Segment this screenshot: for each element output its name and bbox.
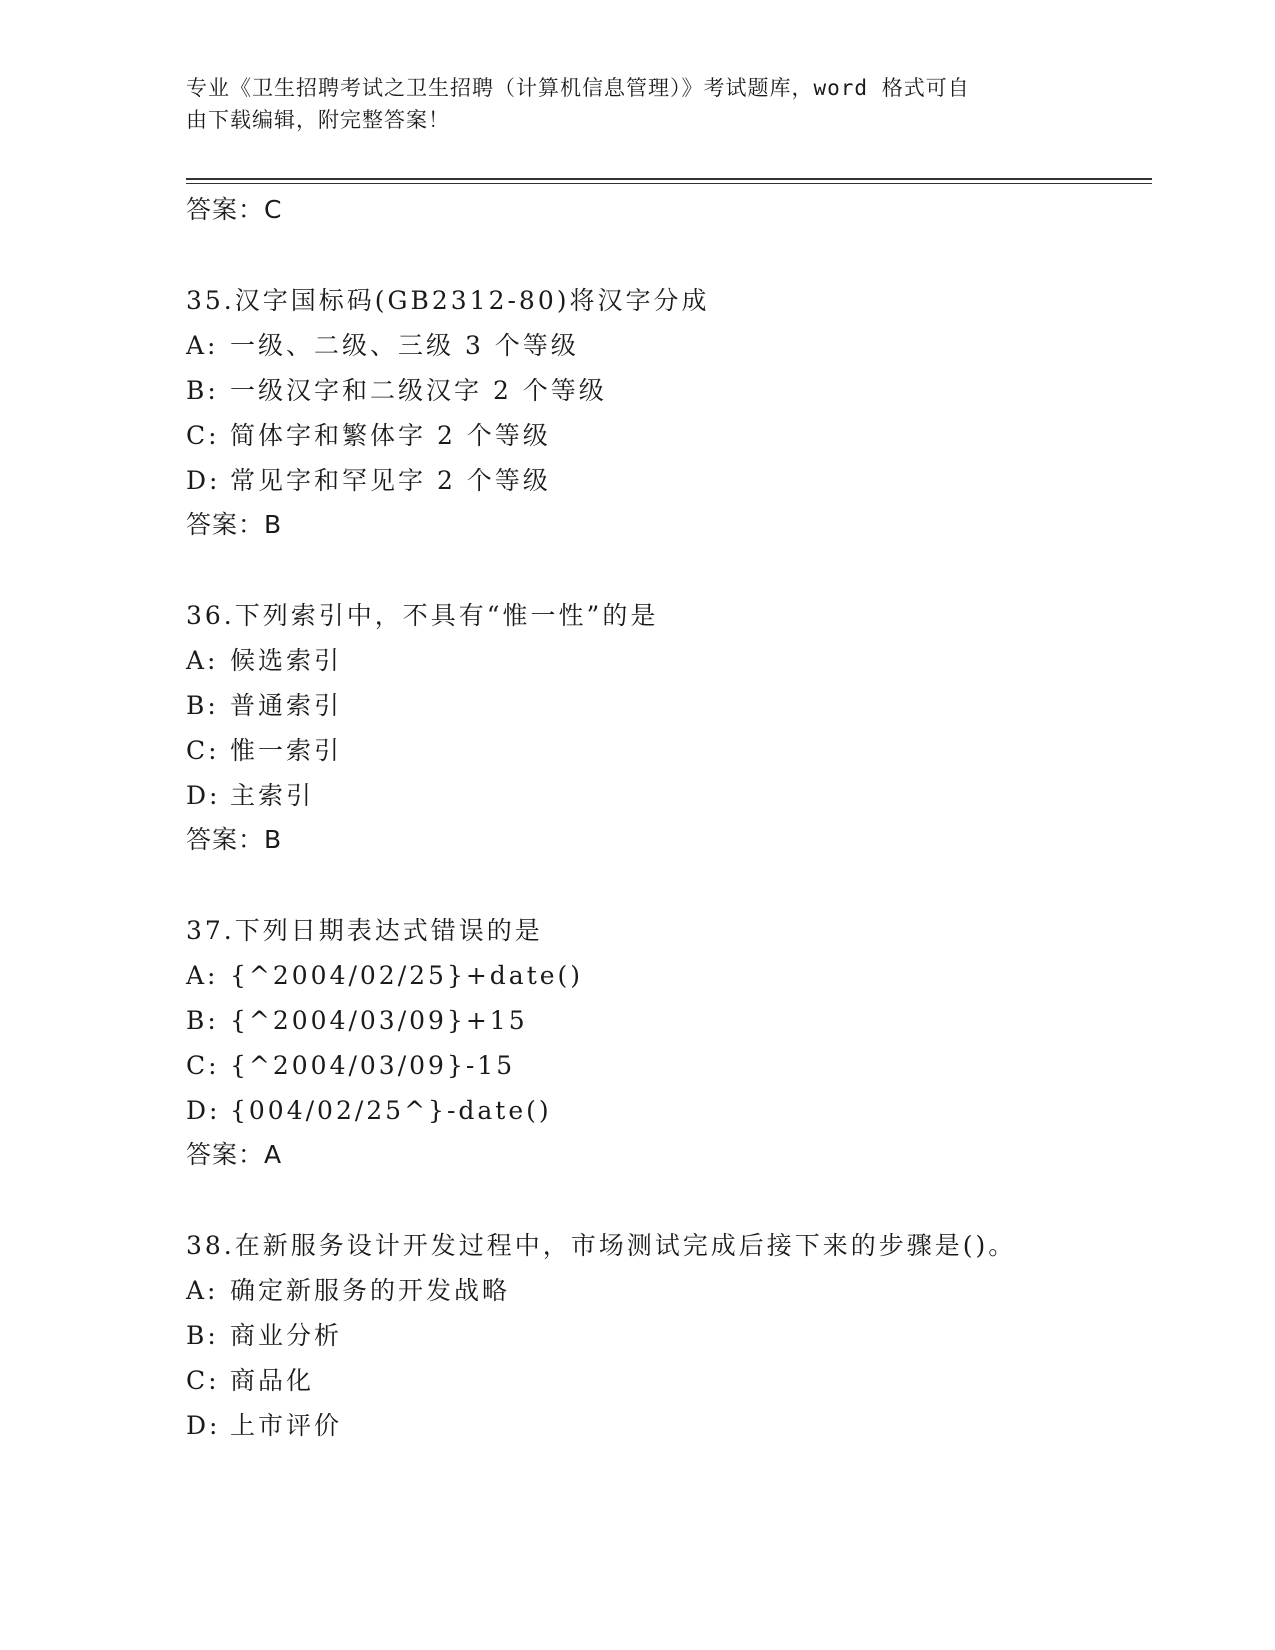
option-text: {^2004/03/09}+15 <box>230 1006 528 1035</box>
option-text: {^2004/03/09}-15 <box>230 1051 516 1080</box>
option-text: 一级、二级、三级 3 个等级 <box>230 331 579 360</box>
option-d <box>186 773 1186 818</box>
answer-line: 答案：A <box>186 1140 283 1169</box>
option-d <box>186 1403 1186 1448</box>
question-text: 36.下列索引中，不具有“惟一性”的是 <box>186 601 659 630</box>
option-text: {004/02/25^}-date() <box>230 1096 552 1125</box>
option-a <box>186 953 1186 998</box>
option-c <box>186 1043 1186 1088</box>
option-text: 普通索引 <box>230 691 343 720</box>
option-label: B: <box>186 376 219 405</box>
question-text: 37.下列日期表达式错误的是 <box>186 916 543 945</box>
question-block <box>186 278 1186 547</box>
option-d <box>186 458 1186 503</box>
previous-answer: 答案：C <box>186 195 283 224</box>
option-label: A: <box>186 646 219 675</box>
option-label: C: <box>186 736 220 765</box>
option-text: 常见字和罕见字 2 个等级 <box>230 466 551 495</box>
document-header <box>186 72 1086 136</box>
option-label: D: <box>186 466 221 495</box>
spacer <box>186 862 1186 908</box>
option-label: B: <box>186 1321 219 1350</box>
option-a <box>186 323 1186 368</box>
header-line-1: 专业《卫生招聘考试之卫生招聘（计算机信息管理）》考试题库，word 格式可自 <box>186 76 970 100</box>
option-label: C: <box>186 1051 220 1080</box>
answer-line: 答案：B <box>186 510 283 539</box>
question-block <box>186 908 1186 1177</box>
option-b <box>186 368 1186 413</box>
option-label: D: <box>186 781 221 810</box>
spacer <box>186 1177 1186 1223</box>
question-text: 35.汉字国标码(GB2312-80)将汉字分成 <box>186 286 710 315</box>
question-text: 38.在新服务设计开发过程中，市场测试完成后接下来的步骤是()。 <box>186 1231 1017 1260</box>
option-label: C: <box>186 421 220 450</box>
option-text: 一级汉字和二级汉字 2 个等级 <box>230 376 607 405</box>
option-text: 商业分析 <box>230 1321 343 1350</box>
question-block <box>186 1223 1186 1448</box>
option-label: A: <box>186 331 219 360</box>
option-d <box>186 1088 1186 1133</box>
option-text: {^2004/02/25}+date() <box>230 961 584 990</box>
option-label: D: <box>186 1411 221 1440</box>
option-text: 商品化 <box>230 1366 315 1395</box>
header-line-2: 由下载编辑，附完整答案！ <box>186 108 450 132</box>
answer-line: 答案：B <box>186 825 283 854</box>
option-label: B: <box>186 691 219 720</box>
option-c <box>186 413 1186 458</box>
spacer <box>186 547 1186 593</box>
question-block <box>186 593 1186 862</box>
option-c <box>186 728 1186 773</box>
option-text: 确定新服务的开发战略 <box>230 1276 511 1305</box>
option-label: A: <box>186 961 219 990</box>
option-b <box>186 998 1186 1043</box>
option-text: 惟一索引 <box>230 736 343 765</box>
option-a <box>186 1268 1186 1313</box>
option-text: 主索引 <box>230 781 315 810</box>
option-label: A: <box>186 1276 219 1305</box>
option-text: 上市评价 <box>230 1411 343 1440</box>
option-label: C: <box>186 1366 220 1395</box>
spacer <box>186 232 1186 278</box>
option-label: B: <box>186 1006 219 1035</box>
option-a <box>186 638 1186 683</box>
header-divider-thin <box>186 183 1152 184</box>
option-text: 候选索引 <box>230 646 343 675</box>
header-divider-thick <box>186 178 1152 180</box>
question-list <box>186 188 1186 1448</box>
option-label: D: <box>186 1096 221 1125</box>
option-text: 简体字和繁体字 2 个等级 <box>230 421 551 450</box>
option-c <box>186 1358 1186 1403</box>
option-b <box>186 1313 1186 1358</box>
option-b <box>186 683 1186 728</box>
